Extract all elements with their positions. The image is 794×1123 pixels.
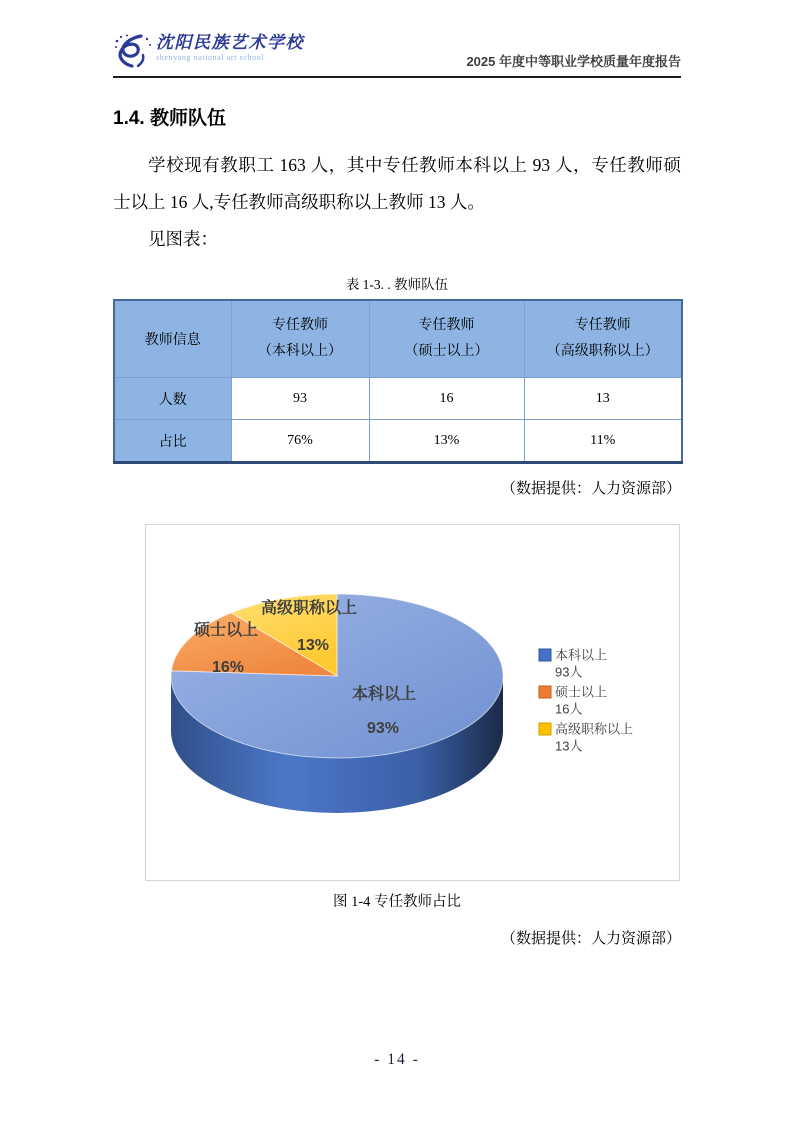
pie-chart-svg bbox=[146, 525, 679, 880]
school-name-en: shenyang national art school bbox=[156, 53, 265, 62]
table-cell: 93 bbox=[231, 378, 369, 420]
table-header-cell: 专任教师 （本科以上） bbox=[231, 300, 369, 378]
report-title: 2025 年度中等职业学校质量年度报告 bbox=[466, 54, 681, 69]
slice-pct-shuoshi: 16% bbox=[211, 659, 245, 676]
slice-pct-gaoji: 13% bbox=[296, 637, 330, 654]
slice-label-shuoshi: 硕士以上 bbox=[193, 622, 259, 639]
row-label: 占比 bbox=[114, 420, 231, 463]
page-content bbox=[113, 0, 681, 948]
page-number: - 14 - bbox=[374, 1051, 420, 1068]
pie-chart-figure bbox=[145, 524, 680, 881]
chart-legend bbox=[539, 648, 633, 754]
slice-pct-benke: 93% bbox=[366, 720, 400, 737]
table-cell: 16 bbox=[369, 378, 524, 420]
figure-source-note: （数据提供：人力资源部） bbox=[500, 931, 681, 947]
table-header-cell: 教师信息 bbox=[114, 300, 231, 378]
legend-count-gaoji: 13人 bbox=[555, 738, 583, 754]
table-caption: 表 1-3. . 教师队伍 bbox=[345, 277, 449, 292]
table-cell: 76% bbox=[231, 420, 369, 463]
table-header-cell: 专任教师 （高级职称以上） bbox=[524, 300, 682, 378]
school-name-zh: 沈阳民族艺术学校 bbox=[156, 33, 304, 52]
page-header bbox=[113, 0, 681, 78]
table-header-row bbox=[114, 300, 682, 378]
legend-count-shuoshi: 16人 bbox=[555, 701, 583, 717]
table-cell: 13% bbox=[369, 420, 524, 463]
table-source-note: （数据提供：人力资源部） bbox=[500, 481, 681, 497]
school-logo bbox=[113, 33, 304, 71]
legend-swatch-shuoshi bbox=[539, 686, 551, 698]
teacher-table bbox=[113, 299, 683, 464]
legend-count-benke: 93人 bbox=[555, 664, 583, 680]
table-row bbox=[114, 420, 682, 463]
row-label: 人数 bbox=[114, 378, 231, 420]
body-paragraph: 学校现有教职工 163 人，其中专任教师本科以上 93 人，专任教师硕士以上 16 人,专任教师高级职称以上教师 13 人。 bbox=[113, 155, 681, 212]
legend-swatch-benke bbox=[539, 649, 551, 661]
table-cell: 11% bbox=[524, 420, 682, 463]
legend-label-shuoshi: 硕士以上 bbox=[555, 684, 608, 700]
legend-swatch-gaoji bbox=[539, 723, 551, 735]
table-cell: 13 bbox=[524, 378, 682, 420]
legend-label-gaoji: 高级职称以上 bbox=[555, 721, 634, 737]
slice-label-gaoji: 高级职称以上 bbox=[260, 600, 358, 617]
section-heading: 1.4. 教师队伍 bbox=[113, 108, 226, 129]
legend-label-benke: 本科以上 bbox=[555, 647, 608, 663]
slice-label-benke: 本科以上 bbox=[351, 686, 417, 703]
see-chart-line: 见图表： bbox=[148, 229, 218, 249]
table-header-cell: 专任教师 （硕士以上） bbox=[369, 300, 524, 378]
figure-caption: 图 1-4 专任教师占比 bbox=[332, 894, 462, 910]
school-logo-icon bbox=[113, 33, 153, 71]
table-row bbox=[114, 378, 682, 420]
